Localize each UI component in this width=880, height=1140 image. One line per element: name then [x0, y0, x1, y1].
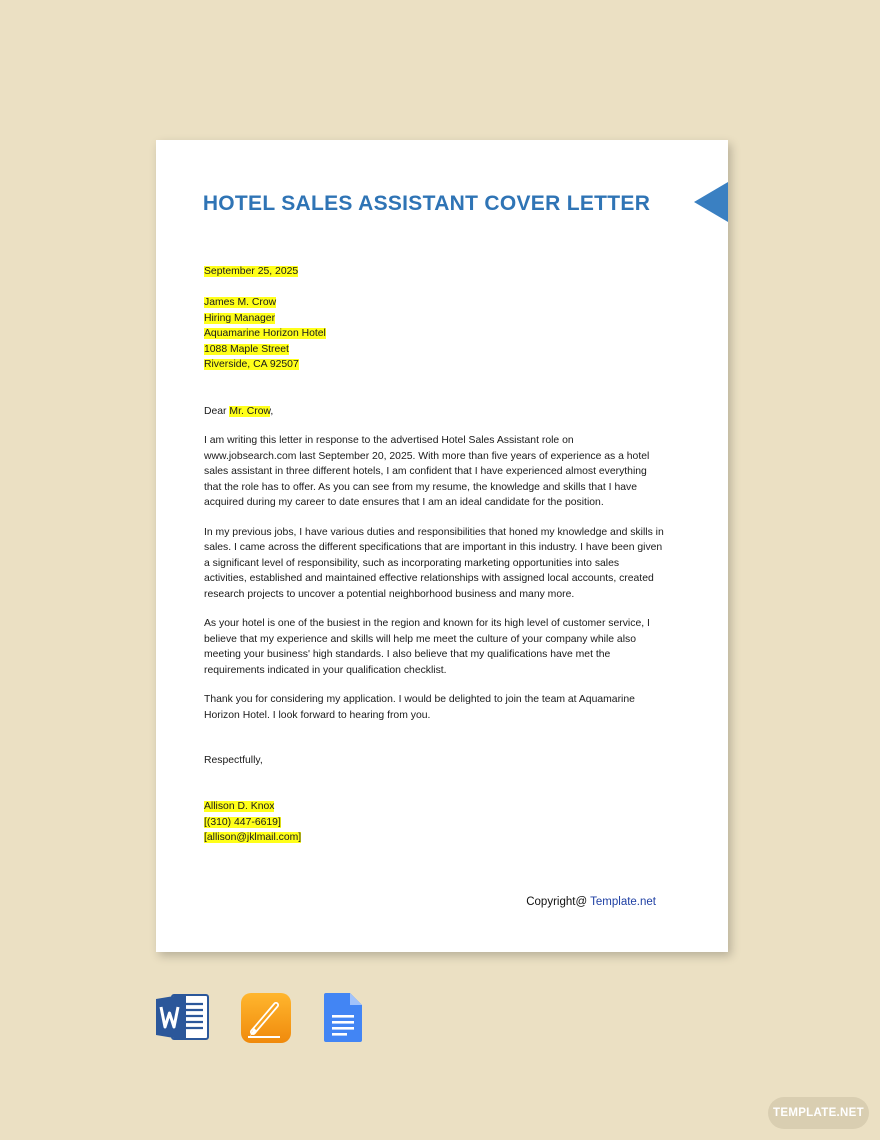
signature-phone: [(310) 447-6619] — [204, 816, 281, 828]
copyright-notice — [526, 896, 656, 908]
pages-icon[interactable] — [240, 992, 292, 1049]
paragraph-3: As your hotel is one of the busiest in the region and known for its high level of customer service, I believe that my experience and skills will help me meet the culture of your company while also meeting your business' high standards. I also believe that my qualifications have met the requirements indicated in your qualification checklist. — [204, 618, 650, 676]
paragraph-2: In my previous jobs, I have various duties and responsibilities that honed my knowledge and skills in sales. I came across the different specifications that are important in this industry. I have been given a significant level of responsibility, such as incorporating marketing opportunities into sales activities, established and maintained effective relationships with assigned local accounts, created research projects to uncover a potential neighborhood business and many more. — [204, 526, 664, 600]
document-page — [156, 140, 728, 952]
template-net-watermark: TEMPLATE.NET — [768, 1097, 869, 1129]
recipient-street: 1088 Maple Street — [204, 343, 289, 355]
copyright-prefix: Copyright@ — [526, 896, 588, 908]
recipient-block — [204, 295, 664, 373]
recipient-name: James M. Crow — [204, 297, 277, 308]
recipient-city: Riverside, CA 92507 — [204, 359, 299, 370]
salutation-prefix: Dear — [204, 405, 227, 417]
letter-date — [204, 264, 664, 280]
corner-tab-decoration — [694, 182, 728, 222]
signature-name: Allison D. Knox — [204, 801, 275, 812]
paragraph-1: I am writing this letter in response to the advertised Hotel Sales Assistant role on www.jobsearch.com last September 20, 2025. With more than five years of experience as a hotel sales assistant in three different hotels, I am confident that I have experienced almost everything that the role has to offer. As you can see from my resume, the knowledge and skills that I have acquired during my career to date ensures that I am an ideal candidate for the position. — [204, 435, 650, 508]
signature-block — [204, 799, 664, 846]
recipient-title: Hiring Manager — [204, 312, 276, 324]
date-text: September 25, 2025 — [204, 266, 299, 277]
salutation-name: Mr. Crow — [229, 405, 271, 417]
letter-body — [204, 264, 664, 846]
document-title: HOTEL SALES ASSISTANT COVER LETTER — [202, 192, 651, 215]
signature-email: [allison@jklmail.com] — [204, 832, 302, 843]
salutation-suffix: , — [270, 405, 274, 417]
word-icon[interactable] — [156, 992, 210, 1047]
copyright-brand: Template.net — [590, 896, 656, 908]
format-icons — [156, 992, 394, 1046]
google-docs-icon[interactable] — [322, 992, 364, 1049]
salutation — [204, 404, 664, 420]
recipient-company: Aquamarine Horizon Hotel — [204, 328, 326, 339]
paragraph-4: Thank you for considering my application. I would be delighted to join the team at Aquamarine Horizon Hotel. I look forward to hearing from you. — [204, 694, 635, 721]
closing: Respectfully, — [204, 754, 263, 766]
